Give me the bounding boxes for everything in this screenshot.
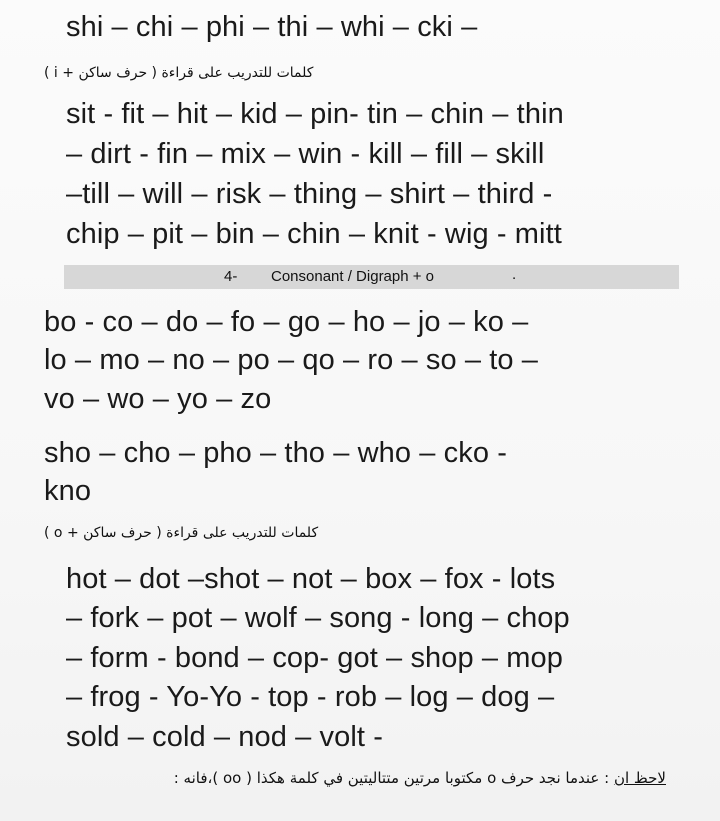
phonics-line: shi – chi – phi – thi – whi – cki – — [66, 11, 478, 43]
syllable-line: bo - co – do – fo – go – ho – jo – ko – — [44, 306, 529, 338]
word-line: hot – dot –shot – not – box – fox - lots — [66, 563, 556, 595]
word-line: sold – cold – nod – volt - — [66, 721, 383, 753]
word-line: –till – will – risk – thing – shirt – third - — [66, 178, 553, 210]
digraph-line: sho – cho – pho – tho – who – cko - — [44, 437, 507, 469]
practice-label-o: كلمات للتدريب على قراءة ( حرف ساكن + o ) — [44, 525, 319, 541]
note-body: : عندما نجد حرف o مكتوبا مرتين متتاليتين في كلمة هكذا ( oo )،فانه : — [173, 769, 610, 787]
word-line: chip – pit – bin – chin – knit - wig - mitt — [66, 218, 562, 250]
digraph-line: kno — [44, 475, 92, 507]
section-title: Consonant / Digraph + o — [271, 268, 435, 285]
note-text — [76, 768, 666, 788]
section-number: 4- — [224, 268, 238, 285]
word-line: – frog - Yo-Yo - top - rob – log – dog – — [66, 681, 555, 713]
syllable-line: lo – mo – no – po – qo – ro – so – to – — [44, 344, 539, 376]
practice-label-i: كلمات للتدريب على قراءة ( حرف ساكن + i ) — [44, 65, 314, 81]
word-line: – dirt - fin – mix – win - kill – fill – skill — [66, 138, 545, 170]
word-line: – form - bond – cop- got – shop – mop — [66, 642, 563, 674]
note-prefix: لاحظ ان — [613, 769, 666, 787]
word-line: – fork – pot – wolf – song - long – chop — [66, 602, 570, 634]
section-dot: . — [512, 266, 517, 283]
syllable-line: vo – wo – yo – zo — [44, 383, 272, 415]
word-line: sit - fit – hit – kid – pin- tin – chin – thin — [66, 98, 564, 130]
